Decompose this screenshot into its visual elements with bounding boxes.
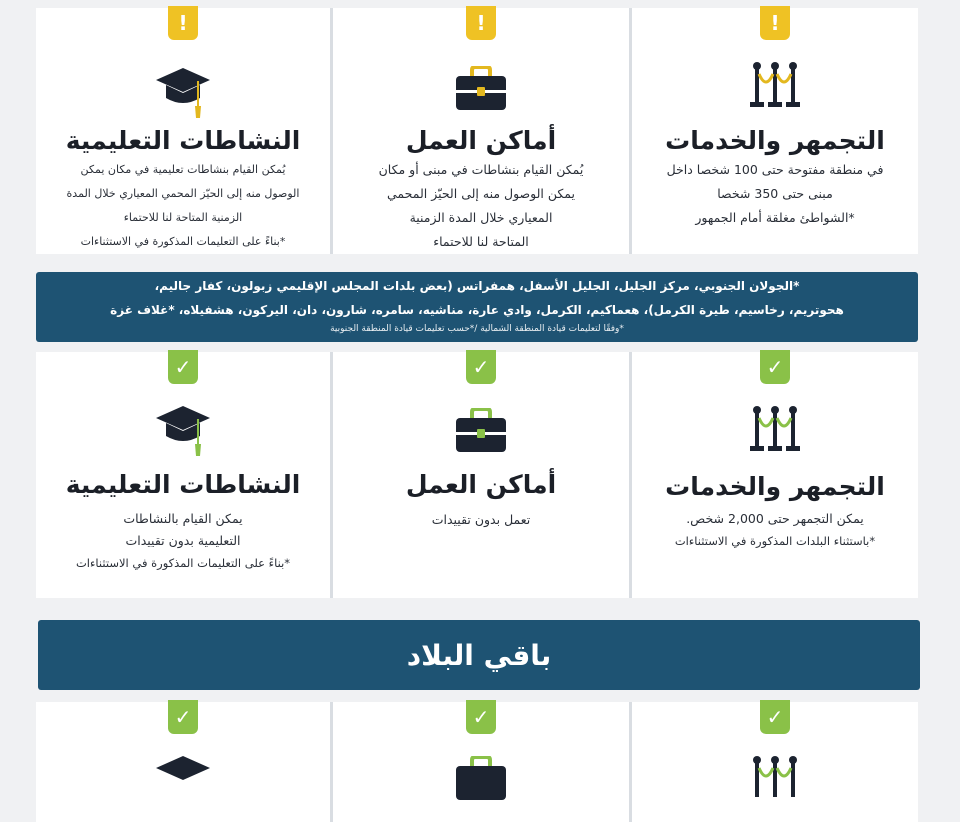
- card-title: التجمهر والخدمات: [665, 472, 885, 501]
- body-line: الزمنية المتاحة لنا للاحتماء: [123, 211, 243, 224]
- checkmark-icon: ✓: [466, 700, 496, 734]
- exclamation-icon: !: [168, 6, 198, 40]
- checkmark-icon: ✓: [760, 350, 790, 384]
- graduation-cap-icon: [154, 66, 212, 118]
- body-line: المتاحة لنا للاحتماء: [433, 234, 529, 249]
- body-line: المعياري خلال المدة الزمنية: [409, 210, 553, 225]
- briefcase-icon: [454, 756, 508, 802]
- card-body: [56, 508, 310, 574]
- restrictions-section-ok: [36, 352, 918, 598]
- graduation-cap-icon: [154, 754, 212, 806]
- card-title: أماكن العمل: [405, 126, 557, 155]
- card-title: النشاطات التعليمية: [65, 470, 301, 499]
- card-body: [652, 158, 898, 230]
- body-line: التعليمية بدون تقييدات: [125, 533, 241, 548]
- card-body: [353, 158, 609, 254]
- region-title-banner: باقي البلاد: [38, 620, 920, 690]
- card-title: النشاطات التعليمية: [65, 126, 301, 155]
- graduation-cap-icon: [154, 404, 212, 456]
- body-line: يمكن القيام بالنشاطات: [123, 511, 243, 526]
- checkmark-icon: ✓: [466, 350, 496, 384]
- body-line: يمكن الوصول منه إلى الحيّز المحمي: [387, 186, 575, 201]
- banner-line: هحوتريم، رخاسيم، طيرة الكرمل)، هعماكيم، الكرمل، وادي عارة، مناشيه، سامره، شارون، دان، اليركون، هشفيلاه، *غلاف غزة: [110, 303, 844, 317]
- body-line: مبنى حتى 350 شخصا: [717, 186, 833, 201]
- card-workplaces: [333, 702, 632, 822]
- stanchion-rope-icon: [748, 404, 802, 454]
- card-education: [36, 8, 333, 254]
- body-line: يمكن التجمهر حتى 2,000 شخص.: [686, 511, 864, 526]
- body-line: *الشواطئ مغلقة أمام الجمهور: [695, 210, 855, 225]
- body-line: *بناءً على التعليمات المذكورة في الاستثناءات: [75, 556, 291, 570]
- body-line: *باستثناء البلدات المذكورة في الاستثناءات: [674, 534, 876, 548]
- checkmark-icon: ✓: [168, 350, 198, 384]
- body-line: في منطقة مفتوحة حتى 100 شخصا داخل: [666, 162, 884, 177]
- body-line: يُمكن القيام بنشاطات في مبنى أو مكان: [378, 162, 584, 177]
- banner-line: *الجولان الجنوبي، مركز الجليل، الجليل الأسفل، همفراتس (بعض بلدات المجلس الإقليمي زبولون، كفار جاليم،: [154, 279, 800, 293]
- body-line: *بناءً على التعليمات المذكورة في الاستثناءات: [80, 235, 286, 248]
- body-line: تعمل بدون تقييدات: [431, 512, 531, 527]
- body-line: يُمكن القيام بنشاطات تعليمية في مكان يمكن: [80, 163, 286, 176]
- stanchion-rope-icon: [748, 754, 802, 804]
- briefcase-icon: [454, 408, 508, 454]
- body-line: الوصول منه إلى الحيّز المحمي المعياري خلال المدة: [66, 187, 300, 200]
- stanchion-rope-icon: [748, 60, 802, 110]
- regions-banner: [36, 272, 918, 342]
- card-gatherings: [632, 352, 918, 598]
- exclamation-icon: !: [466, 6, 496, 40]
- card-body: [56, 158, 310, 254]
- card-workplaces: [333, 352, 632, 598]
- card-body: [652, 508, 898, 552]
- briefcase-icon: [454, 66, 508, 112]
- card-gatherings: [632, 702, 918, 822]
- banner-note: *وفقًا لتعليمات قيادة المنطقة الشمالية /*حسب تعليمات قيادة المنطقة الجنوبية: [330, 324, 624, 334]
- card-education: [36, 352, 333, 598]
- checkmark-icon: ✓: [760, 700, 790, 734]
- checkmark-icon: ✓: [168, 700, 198, 734]
- restrictions-section-warning: [36, 8, 918, 254]
- card-title: التجمهر والخدمات: [665, 126, 885, 155]
- restrictions-section-rest: [36, 702, 918, 822]
- card-education: [36, 702, 333, 822]
- card-workplaces: [333, 8, 632, 254]
- exclamation-icon: !: [760, 6, 790, 40]
- card-gatherings: [632, 8, 918, 254]
- card-body: [353, 508, 609, 532]
- card-title: أماكن العمل: [405, 470, 557, 499]
